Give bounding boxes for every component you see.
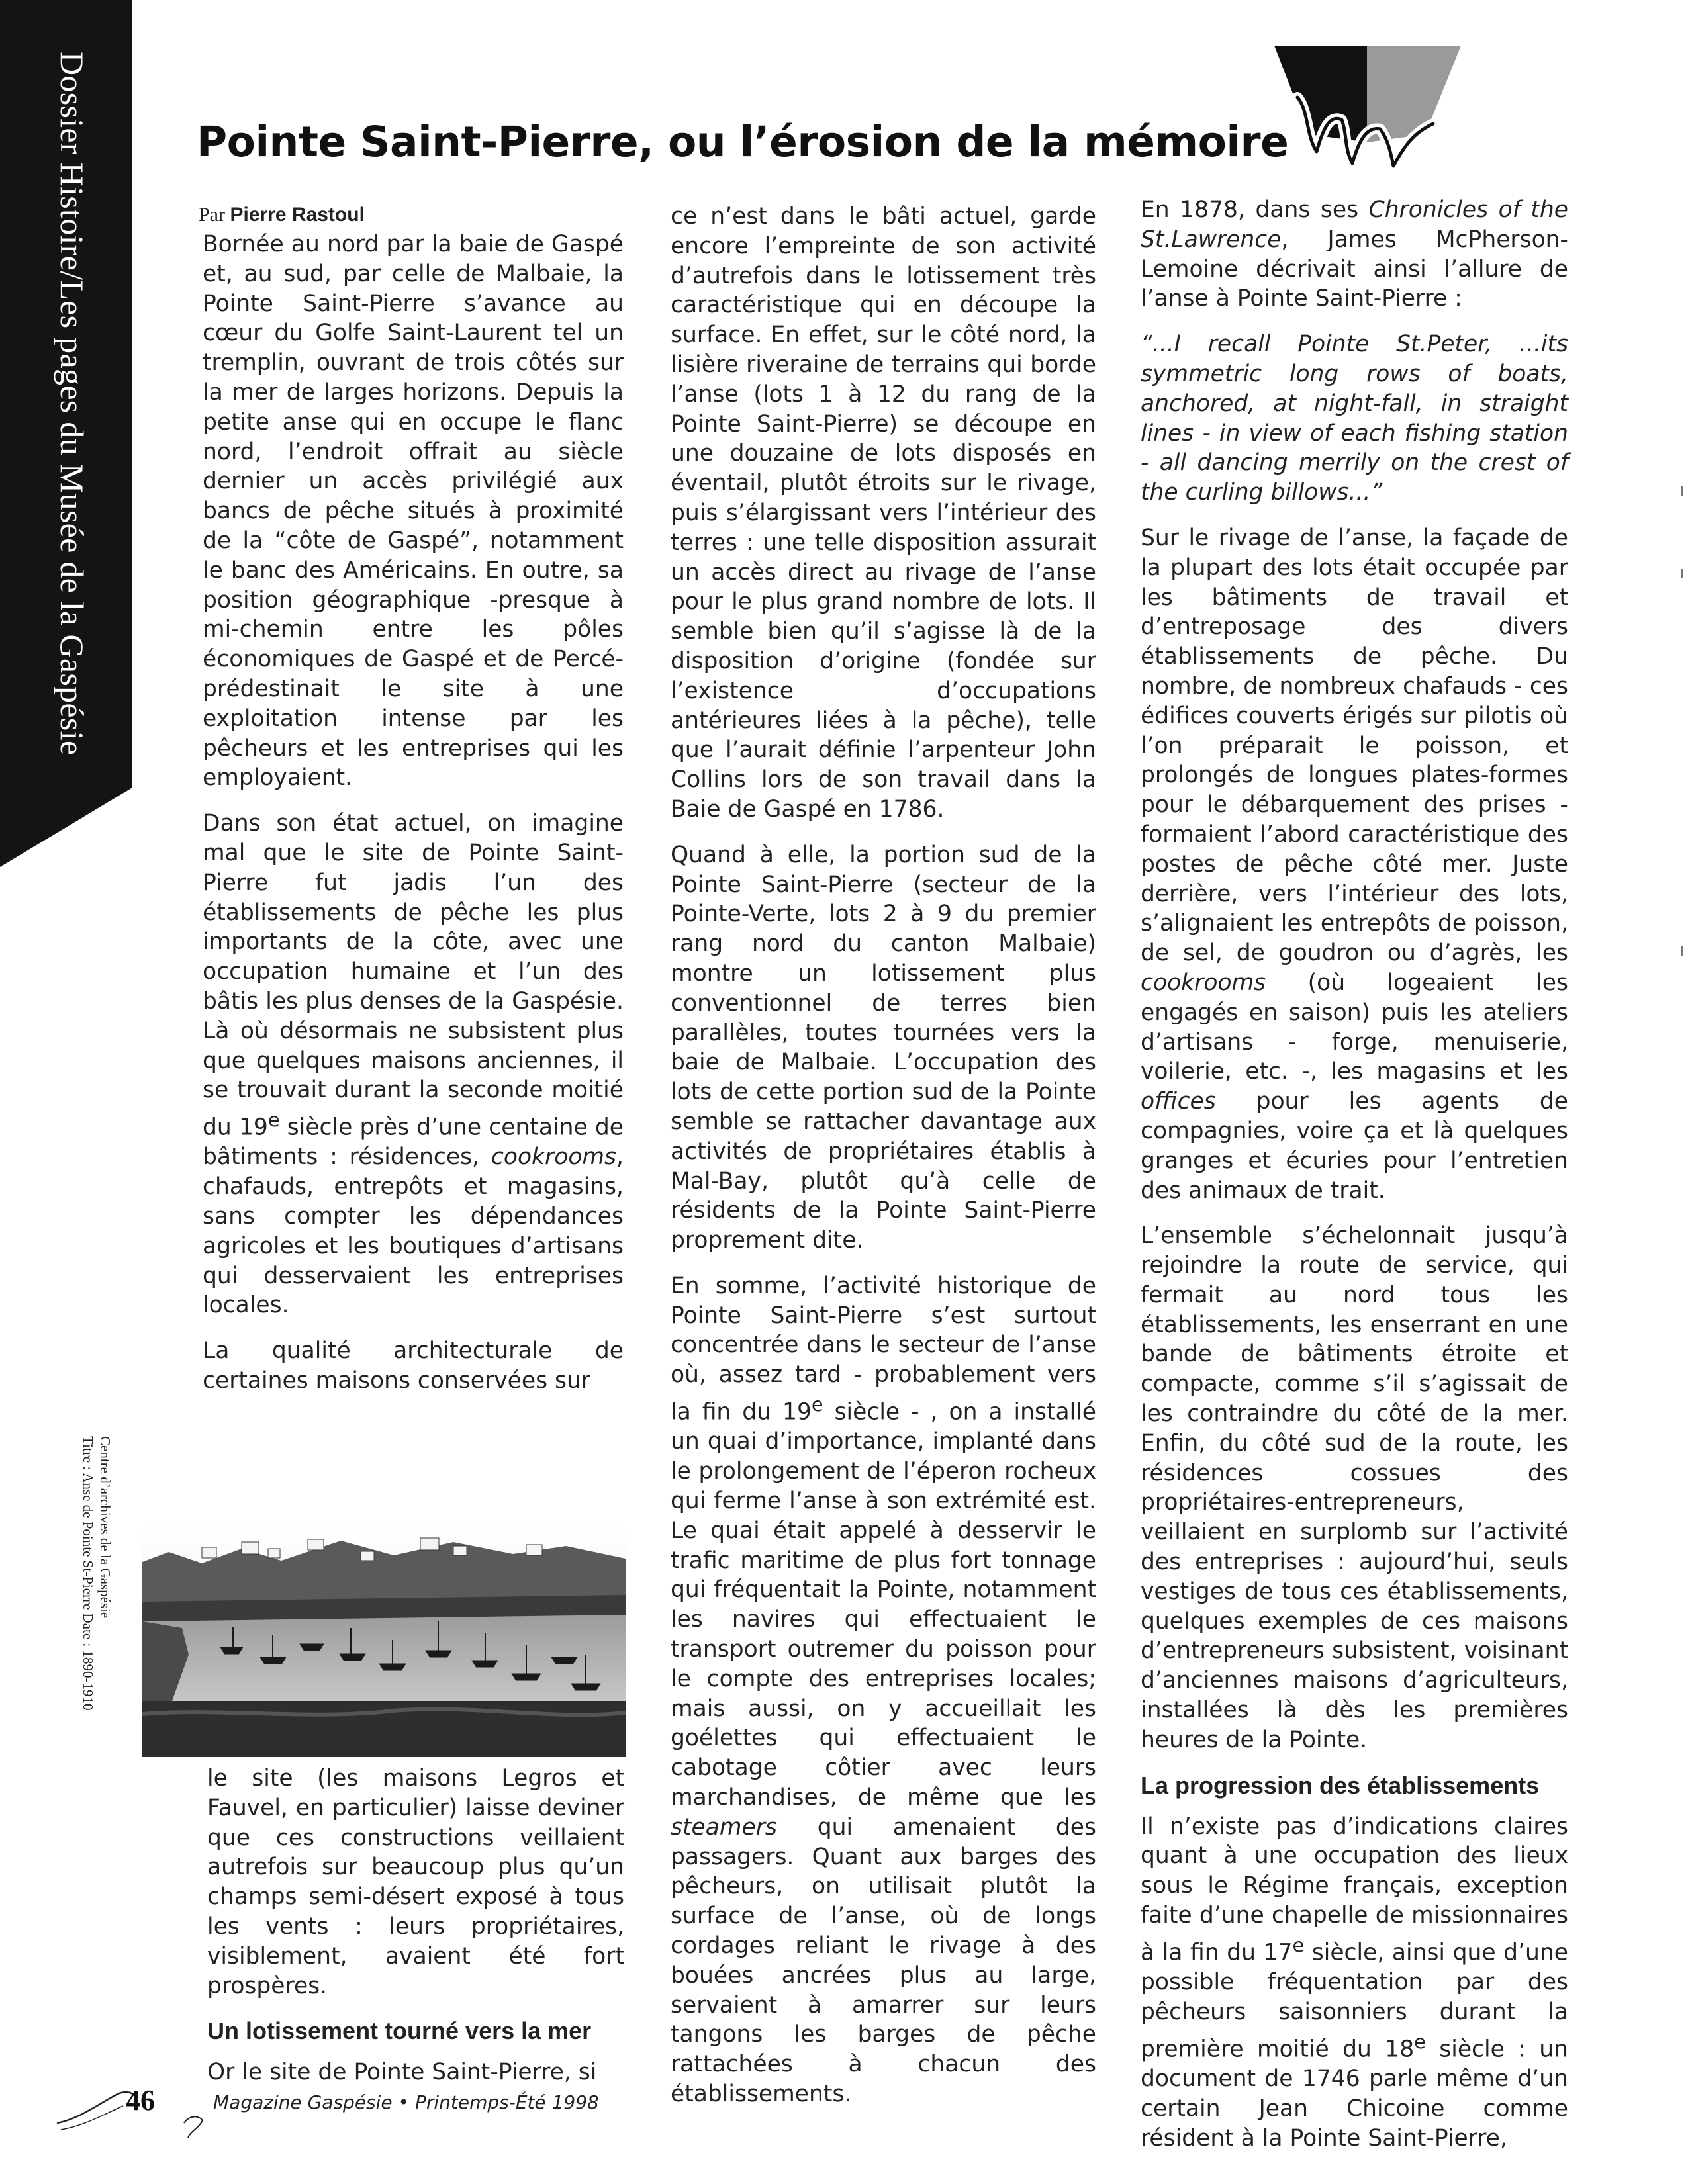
article-title: Pointe Saint-Pierre, ou l’érosion de la mémoire — [197, 118, 1289, 166]
subheading: Un lotissement tourné vers la mer — [207, 2017, 592, 2045]
page-number: 46 — [126, 2084, 155, 2116]
column-1-continued — [207, 1764, 624, 2103]
paragraph: La qualité architecturale de certaines maisons conservées sur — [203, 1338, 624, 1394]
column-1 — [203, 230, 624, 1412]
column-2 — [671, 202, 1096, 2125]
paragraph: L’ensemble s’échelonnait jusqu’à rejoindre la route de service, qui fermait au nord tous les établissements, les enserrant en une bande de bâtiments étroite et compacte, comme s’il s’agissait de les contraindre du côté de la mer. Enfin, du côté sud de la route, les résidences cossues des propriétaires-entrepreneurs, veillaient en surplomb sur l’activité des entreprises : aujourd’hui, seuls vestiges de tous ces établissements, quelques exemples de ces maisons d’entrepreneurs subsistent, voisinant d’anciennes maisons d’agriculteurs, installées là dès les premières heures de la Pointe. — [1141, 1222, 1568, 1753]
quotation: “...I recall Pointe St.Peter, ...its symmetric long rows of boats, anchored, at night-fall, in straight lines - in view of each fishing station - all dancing merrily on the crest of the curling billows...” — [1141, 331, 1568, 506]
photo-credit: Centre d’archives de la Gaspésie Titre : Anse de Pointe St-Pierre Date : 1890-1910 — [80, 1436, 113, 1711]
scan-mark — [1681, 569, 1683, 578]
byline — [199, 204, 365, 226]
magazine-footer: Magazine Gaspésie • Printemps-Été 1998 — [213, 2091, 599, 2113]
paragraph: Dans son état actuel, on imagine mal que le site de Pointe Saint-Pierre fut jadis l’un des établissements de pêche les plus importants de la côte, avec une occupation humaine et l’un des bâtis les plus denses de la Gaspésie. Là où désormais ne subsistent plus que quelques maisons anciennes, il se trouvait durant la seconde moitié du 19e siècle près d’une centaine de bâtiments : résidences, cookrooms, chafauds, entrepôts et magasins, sans compter les dépendances agricoles et les boutiques d’artisans qui desservaient les entreprises locales. — [203, 810, 624, 1319]
paragraph: En somme, l’activité historique de Pointe Saint-Pierre s’est surtout concentrée dans le secteur de l’anse où, assez tard - probablement vers la fin du 19e siècle - , on a installé un quai d’importance, implanté dans le prolongement de l’éperon rocheux qui ferme l’anse à son extrémité est. Le quai était appelé à desservir le trafic maritime de plus fort tonnage qui fréquentait la Pointe, notamment les navires qui effectuaient le transport outremer du poisson pour le compte des entreprises locales; mais aussi, on y accueillait les goélettes qui effectuaient le cabotage côtier avec leurs marchandises, de même que les steamers qui amenaient des passagers. Quant aux barges des pêcheurs, on utilisait plutôt la surface de l’anse, où de longs cordages reliant le rivage à des bouées ancrées plus au large, servaient à amarrer sur leurs tangons les barges de pêche rattachées à chacun des établissements. — [671, 1272, 1097, 2107]
paragraph: Quand à elle, la portion sud de la Pointe Saint-Pierre (secteur de la Pointe-Verte, lots 2 à 9 du premier rang nord du canton Malbaie) montre un lotissement plus conventionnel de terres bien parallèles, toutes tournées vers la baie de Malbaie. L’occupation des lots de cette portion sud de la Pointe semble se rattacher davantage aux activités de propriétaires établis à Mal-Bay, plutôt qu’à celle de résidents de la Pointe Saint-Pierre proprement dite. — [671, 841, 1096, 1254]
paragraph: Or le site de Pointe Saint-Pierre, si — [207, 2059, 597, 2086]
scan-mark — [1681, 946, 1683, 956]
column-3 — [1141, 195, 1568, 2169]
paragraph: ce n’est dans le bâti actuel, garde encore l’empreinte de son activité d’autrefois dans le lotissement très caractéristique qui en découpe la surface. En effet, sur le côté nord, la lisière riveraine de terrains qui borde l’anse (lots 1 à 12 du rang de la Pointe Saint-Pierre) se découpe en une douzaine de lots disposés en éventail, plutôt étroits sur le rivage, puis s’élargissant vers l’intérieur des terres : une telle disposition assurait un accès direct au rivage de l’anse pour le plus grand nombre de lots. Il semble bien qu’il s’agisse là de la disposition d’origine (fondée sur l’existence d’occupations antérieures liées à la pêche), telle que l’aurait définie l’arpenteur John Collins lors de son travail dans la Baie de Gaspé en 1786. — [671, 203, 1096, 823]
paragraph: Il n’existe pas d’indications claires quant à une occupation des lieux sous le Régime français, exception faite d’une chapelle de missionnaires à la fin du 17e siècle, ainsi que d’une possible fréquentation par des pêcheurs saisonniers durant la première moitié du 18e siècle : un document de 1746 parle même d’un certain Jean Chicoine comme résident à la Pointe Saint-Pierre, — [1141, 1813, 1568, 2152]
byline-prefix: Par — [199, 204, 225, 226]
paragraph: En 1878, dans ses Chronicles of the St.Lawrence, James McPherson-Lemoine décrivait ainsi l’allure de l’anse à Pointe Saint-Pierre : — [1141, 197, 1568, 312]
historical-photo — [142, 1522, 626, 1757]
scan-mark — [1681, 486, 1683, 496]
musee-gaspesie-logo — [1268, 36, 1466, 208]
author-name: Pierre Rastoul — [230, 204, 365, 226]
paragraph: Bornée au nord par la baie de Gaspé et, au sud, par celle de Malbaie, la Pointe Saint-Pierre s’avance au cœur du Golfe Saint-Laurent tel un tremplin, ouvrant de trois côtés sur la mer de larges horizons. Depuis la petite anse qui en occupe le flanc nord, l’endroit offrait au siècle dernier un accès privilégié aux bancs de pêche situés à proximité de la “côte de Gaspé”, notamment le banc des Américains. En outre, sa position géographique -presque à mi-chemin entre les pôles économiques de Gaspé et de Percé- prédestinait le site à une exploitation intense par les pêcheurs et les entreprises qui les employaient. — [203, 231, 624, 792]
subheading: La progression des établissements — [1141, 1771, 1540, 1799]
section-label: Dossier Histoire/Les pages du Musée de la Gaspésie — [54, 52, 91, 756]
paragraph: Sur le rivage de l’anse, la façade de la plupart des lots était occupée par les bâtiments de travail et d’entreposage des divers établissements de pêche. Du nombre, de nombreux chafauds - ces édifices couverts érigés sur pilotis où l’on préparait le poisson, et prolongés de longues plates-formes pour le débarquement des prises - formaient l’abord caractéristique des postes de pêche côté mer. Juste derrière, vers l’intérieur des lots, s’alignaient les entrepôts de poisson, de sel, de goudron ou d’agrès, les cookrooms (où logeaient les engagés en saison) puis les ateliers d’artisans - forge, menuiserie, voilerie, etc. -, les magasins et les offices pour les agents de compagnies, voire ça et là quelques granges et écuries pour l’entretien des animaux de trait. — [1141, 524, 1568, 1204]
paragraph: le site (les maisons Legros et Fauvel, en particulier) laisse deviner que ces constructions veillaient autrefois sur beaucoup plus qu’un champs semi-désert exposé à tous les vents : leurs propriétaires, visiblement, avaient été fort prospères. — [207, 1765, 624, 1999]
